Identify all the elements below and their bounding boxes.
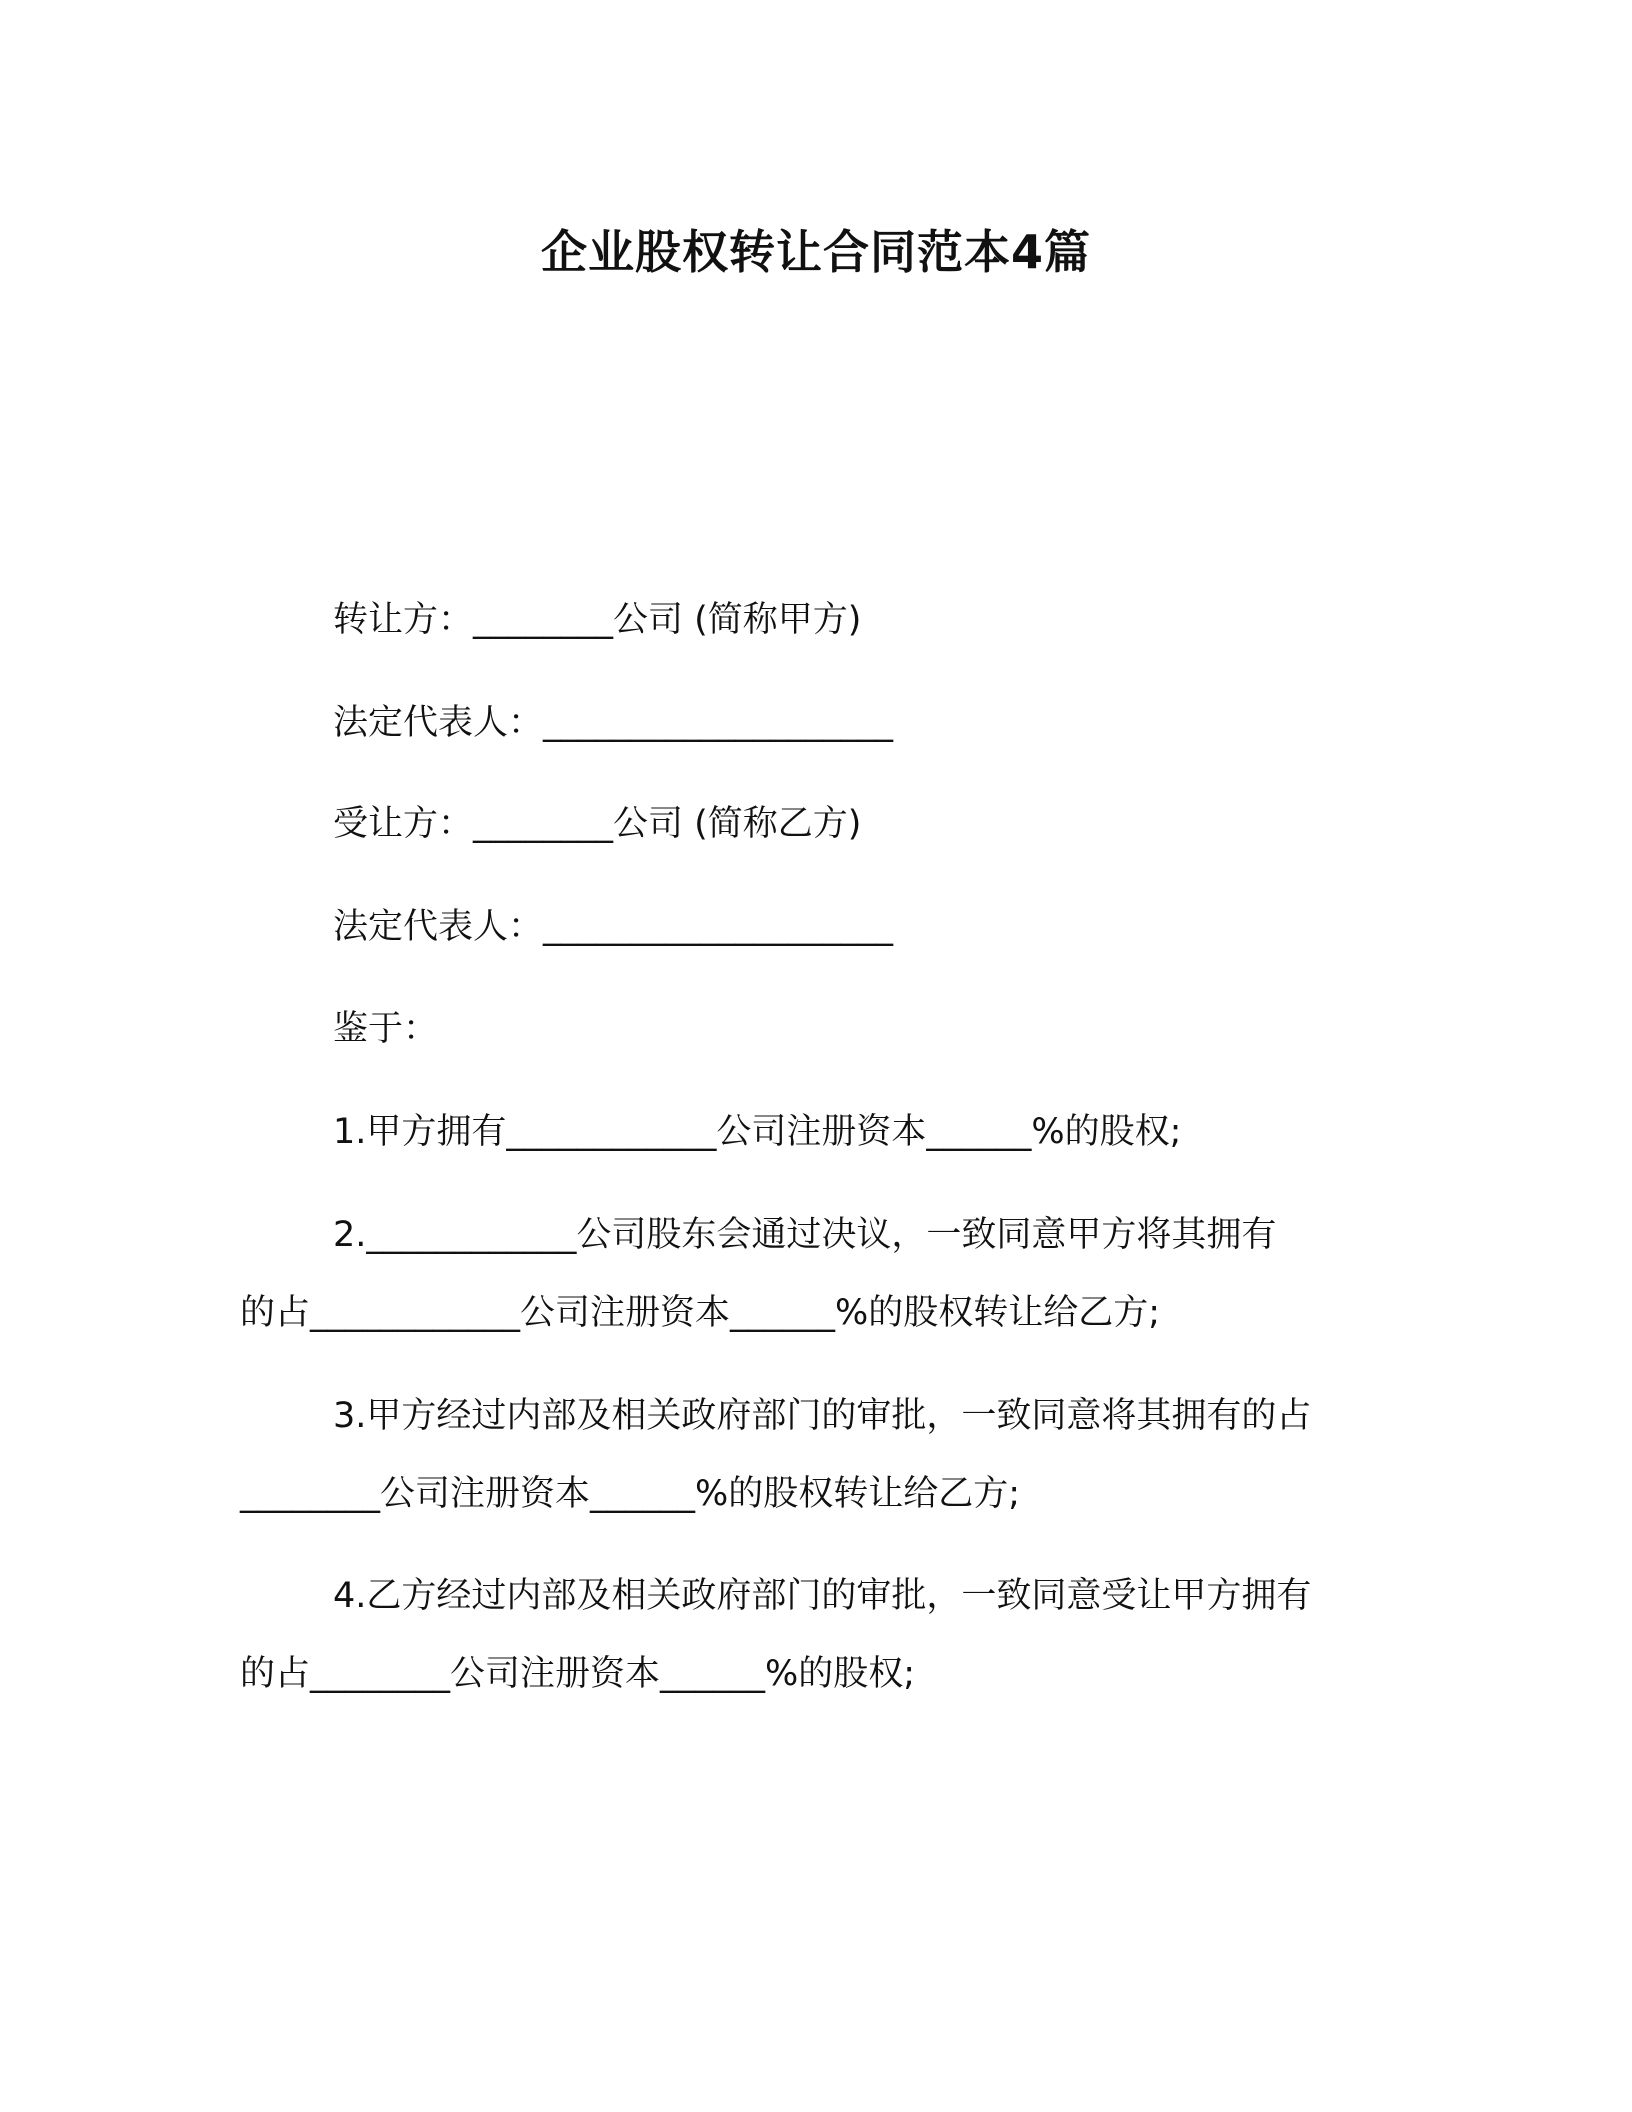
clause-3-line-2: ________公司注册资本______%的股权转让给乙方;: [240, 1474, 1021, 1514]
transferor-line: 转让方：________公司 (简称甲方): [333, 600, 862, 640]
transferee-line: 受让方：________公司 (简称乙方): [333, 804, 862, 844]
document-title: 企业股权转让合同范本4篇: [540, 225, 1091, 279]
clause-4-line-2: 的占________公司注册资本______%的股权;: [240, 1654, 916, 1694]
clause-2-line-2: 的占____________公司注册资本______%的股权转让给乙方;: [240, 1293, 1161, 1333]
clause-1-line: 1.甲方拥有____________公司注册资本______%的股权;: [333, 1112, 1182, 1152]
clause-2-line-1: 2.____________公司股东会通过决议，一致同意甲方将其拥有: [333, 1215, 1277, 1255]
clause-3-line-1: 3.甲方经过内部及相关政府部门的审批，一致同意将其拥有的占: [333, 1396, 1312, 1436]
transferor-legal-rep-line: 法定代表人：____________________: [333, 703, 894, 743]
transferee-legal-rep-line: 法定代表人：____________________: [333, 907, 894, 947]
whereas-heading: 鉴于：: [333, 1009, 439, 1049]
clause-4-line-1: 4.乙方经过内部及相关政府部门的审批，一致同意受让甲方拥有: [333, 1576, 1312, 1616]
